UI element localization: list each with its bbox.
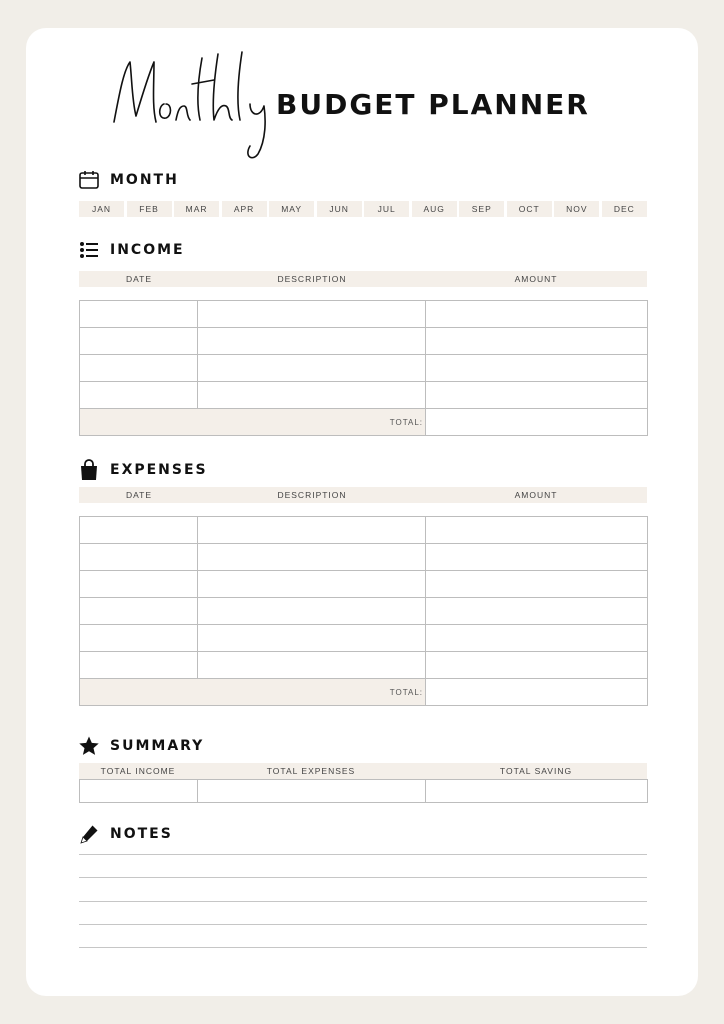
month-dec[interactable]: DEC: [602, 201, 647, 217]
income-amount-cell[interactable]: [426, 382, 648, 409]
expense-amount-cell[interactable]: [426, 517, 648, 544]
summary-col-total-expenses: TOTAL EXPENSES: [266, 766, 356, 776]
table-row: [80, 382, 648, 409]
expense-date-cell[interactable]: [80, 517, 198, 544]
expense-amount-cell[interactable]: [426, 571, 648, 598]
table-row: [80, 571, 648, 598]
expense-description-cell[interactable]: [198, 544, 426, 571]
income-total-cell[interactable]: [426, 409, 648, 436]
table-row: [80, 598, 648, 625]
expenses-col-description: DESCRIPTION: [277, 490, 347, 500]
expense-description-cell[interactable]: [198, 598, 426, 625]
income-date-cell[interactable]: [80, 382, 198, 409]
month-section-header: [78, 169, 179, 191]
month-apr[interactable]: APR: [222, 201, 267, 217]
table-row: [80, 780, 648, 803]
month-jun[interactable]: JUN: [317, 201, 362, 217]
income-col-description: DESCRIPTION: [277, 274, 347, 284]
expense-date-cell[interactable]: [80, 652, 198, 679]
expense-description-cell[interactable]: [198, 652, 426, 679]
income-section-label: INCOME: [110, 242, 185, 258]
notes-section-label: NOTES: [110, 826, 173, 842]
expense-amount-cell[interactable]: [426, 652, 648, 679]
expense-description-cell[interactable]: [198, 571, 426, 598]
income-description-cell[interactable]: [198, 382, 426, 409]
income-date-cell[interactable]: [80, 301, 198, 328]
expenses-col-amount: AMOUNT: [514, 490, 558, 500]
notes-section-header: [78, 823, 173, 845]
pencil-icon: [78, 823, 100, 845]
income-description-cell[interactable]: [198, 328, 426, 355]
list-icon: [78, 239, 100, 261]
month-jan[interactable]: JAN: [79, 201, 124, 217]
income-col-date: DATE: [125, 274, 153, 284]
expense-description-cell[interactable]: [198, 625, 426, 652]
income-total-label: TOTAL:: [80, 409, 426, 436]
income-amount-cell[interactable]: [426, 355, 648, 382]
table-row: [80, 544, 648, 571]
month-jul[interactable]: JUL: [364, 201, 409, 217]
income-amount-cell[interactable]: [426, 301, 648, 328]
month-nov[interactable]: NOV: [554, 201, 599, 217]
income-column-header: [79, 271, 647, 287]
month-section-label: MONTH: [110, 172, 179, 188]
expense-date-cell[interactable]: [80, 598, 198, 625]
summary-section-header: [78, 735, 204, 757]
month-aug[interactable]: AUG: [412, 201, 457, 217]
expenses-total-row: [80, 679, 648, 706]
summary-col-total-income: TOTAL INCOME: [100, 766, 176, 776]
income-description-cell[interactable]: [198, 301, 426, 328]
income-col-amount: AMOUNT: [514, 274, 558, 284]
income-table: [79, 300, 648, 436]
table-row: [80, 355, 648, 382]
summary-column-header: [79, 763, 647, 779]
income-total-row: [80, 409, 648, 436]
month-oct[interactable]: OCT: [507, 201, 552, 217]
summary-total-income-cell[interactable]: [80, 780, 198, 803]
notes-line[interactable]: [79, 877, 647, 878]
star-icon: [78, 735, 100, 757]
expenses-table: [79, 516, 648, 706]
notes-line[interactable]: [79, 901, 647, 902]
expense-date-cell[interactable]: [80, 571, 198, 598]
month-may[interactable]: MAY: [269, 201, 314, 217]
expense-amount-cell[interactable]: [426, 544, 648, 571]
expenses-section-header: [78, 459, 208, 481]
page-title: BUDGET PLANNER: [276, 88, 590, 121]
summary-col-total-saving: TOTAL SAVING: [499, 766, 573, 776]
notes-line[interactable]: [79, 947, 647, 948]
table-row: [80, 625, 648, 652]
calendar-icon: [78, 169, 100, 191]
expense-date-cell[interactable]: [80, 544, 198, 571]
table-row: [80, 301, 648, 328]
shopping-bag-icon: [78, 459, 100, 481]
income-date-cell[interactable]: [80, 355, 198, 382]
notes-line[interactable]: [79, 924, 647, 925]
summary-total-saving-cell[interactable]: [426, 780, 648, 803]
table-row: [80, 517, 648, 544]
month-feb[interactable]: FEB: [127, 201, 172, 217]
income-amount-cell[interactable]: [426, 328, 648, 355]
income-section-header: [78, 239, 185, 261]
expenses-section-label: EXPENSES: [110, 462, 208, 478]
expense-description-cell[interactable]: [198, 517, 426, 544]
title-script-monthly: [110, 50, 280, 170]
month-mar[interactable]: MAR: [174, 201, 219, 217]
summary-total-expenses-cell[interactable]: [198, 780, 426, 803]
expenses-col-date: DATE: [125, 490, 153, 500]
expenses-column-header: [79, 487, 647, 503]
month-sep[interactable]: SEP: [459, 201, 504, 217]
month-selector: [79, 201, 647, 217]
summary-section-label: SUMMARY: [110, 738, 205, 754]
expenses-total-cell[interactable]: [426, 679, 648, 706]
table-row: [80, 328, 648, 355]
income-description-cell[interactable]: [198, 355, 426, 382]
expense-amount-cell[interactable]: [426, 625, 648, 652]
income-date-cell[interactable]: [80, 328, 198, 355]
expense-amount-cell[interactable]: [426, 598, 648, 625]
notes-line[interactable]: [79, 854, 647, 855]
expenses-total-label: TOTAL:: [80, 679, 426, 706]
table-row: [80, 652, 648, 679]
expense-date-cell[interactable]: [80, 625, 198, 652]
summary-table: [79, 779, 648, 803]
